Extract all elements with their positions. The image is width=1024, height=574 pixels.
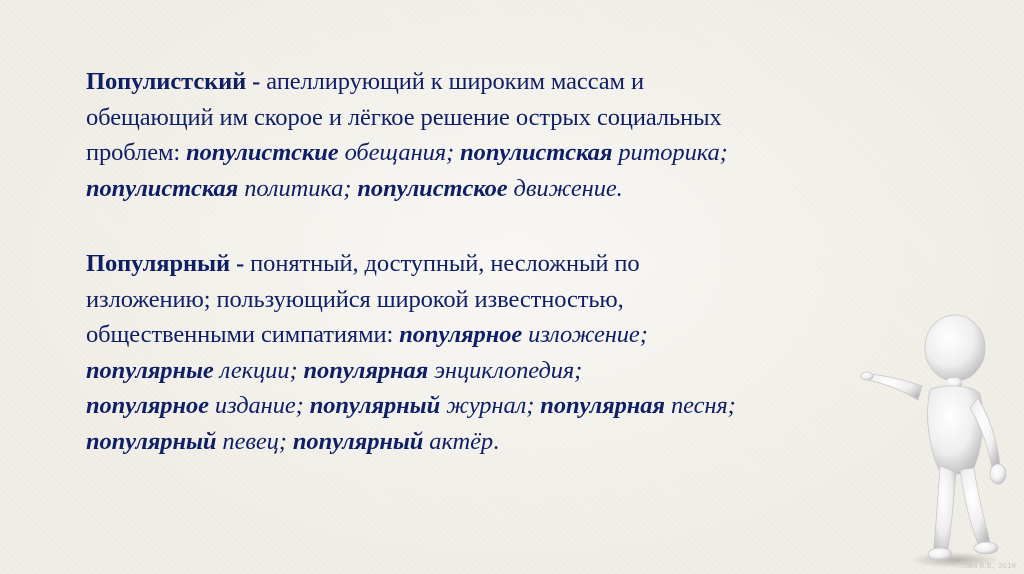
example-text: актёр: [423, 427, 494, 455]
definition-line: [86, 171, 906, 207]
definition-line: [86, 64, 906, 100]
example-text: политика;: [238, 174, 358, 202]
example-term: популистское: [357, 174, 508, 202]
example-term: популярная: [303, 356, 429, 384]
example-term: популистская: [460, 139, 613, 166]
definition-line: [86, 317, 906, 353]
definition-line: [86, 388, 906, 424]
pointing-figure-illustration: [860, 308, 1010, 570]
example-term: популистские: [186, 139, 339, 166]
definition-text: общественными симпатиями:: [86, 321, 400, 348]
definition-text: изложению; пользующийся широкой известностью,: [86, 285, 624, 313]
definition-text: .: [493, 427, 500, 455]
example-text: обещания;: [338, 139, 461, 166]
example-text: певец;: [216, 427, 293, 455]
definition-line: [86, 135, 906, 171]
example-term: популярный: [309, 392, 441, 419]
example-text: риторика;: [612, 139, 728, 166]
definition-line: [86, 353, 906, 389]
dash: -: [246, 68, 267, 95]
example-text: журнал;: [440, 392, 541, 419]
definition-text: понятный, доступный, несложный по: [250, 250, 640, 277]
example-term: популярная: [540, 392, 665, 419]
example-text: изложение;: [522, 321, 648, 348]
definition-popular: [86, 246, 906, 459]
author-credit: ...ова В.В., 2018: [958, 562, 1016, 570]
example-term: популярный: [292, 427, 424, 455]
definition-text: обещающий им скорое и лёгкое решение острых социальных: [86, 103, 722, 131]
definition-line: [86, 246, 906, 282]
definition-text: проблем:: [86, 139, 187, 166]
example-text: песня;: [664, 392, 736, 419]
example-term: популярное: [399, 321, 523, 348]
example-text: движение.: [507, 174, 623, 202]
example-text: издание;: [208, 392, 310, 419]
definition-populist: [86, 64, 906, 206]
example-text: лекции;: [213, 356, 304, 384]
example-term: популярный: [86, 427, 217, 455]
example-term: популярное: [86, 392, 209, 419]
dash: -: [230, 250, 251, 277]
term-heading: Популярный: [86, 250, 231, 277]
definition-text: апеллирующий к широким массам и: [266, 68, 644, 95]
term-heading: Популистский: [86, 68, 247, 95]
definition-line: [86, 282, 906, 318]
definition-line: [86, 424, 906, 460]
definition-line: [86, 100, 906, 136]
example-term: популярные: [86, 356, 214, 384]
example-text: энциклопедия;: [428, 356, 583, 384]
example-term: популистская: [86, 174, 239, 202]
